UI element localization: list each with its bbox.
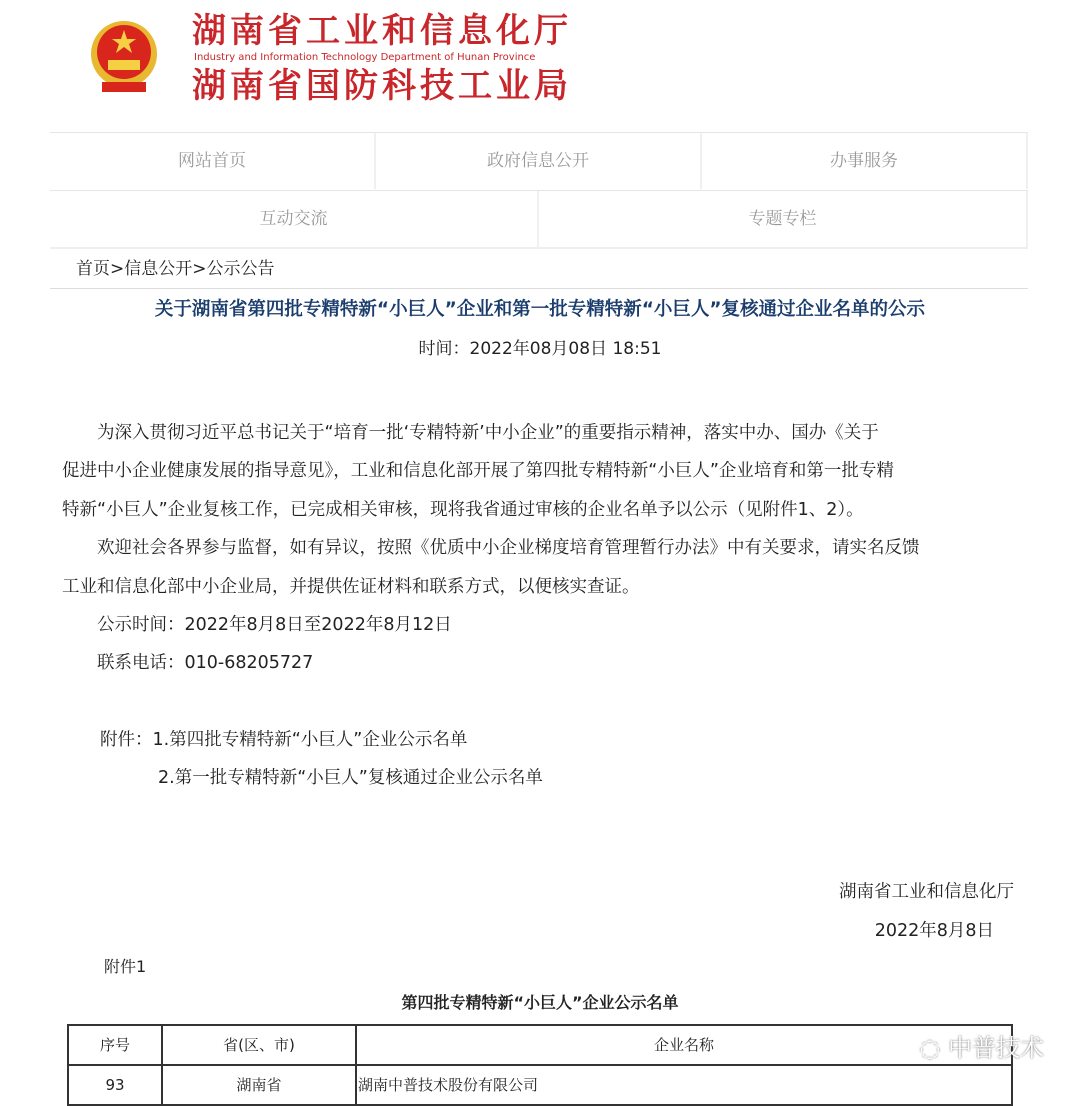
body-line: 公示时间：2022年8月8日至2022年8月12日 [62, 615, 452, 635]
header-index: 序号 [68, 1025, 162, 1065]
nav-row-1 [50, 132, 1028, 189]
site-title-en: Industry and Information Technology Department of Hunan Province [194, 52, 536, 63]
cell-index: 93 [68, 1065, 162, 1105]
watermark [919, 1034, 1044, 1062]
signature-date: 2022年8月8日 [874, 921, 994, 941]
cell-company: 湖南中普技术股份有限公司 [356, 1065, 1012, 1105]
attachment-2-link[interactable]: 2.第一批专精特新“小巨人”复核通过企业公示名单 [158, 768, 543, 788]
table-row [68, 1065, 1012, 1105]
wechat-icon: ◌ [919, 1034, 948, 1062]
table-header-row [68, 1025, 1012, 1065]
breadcrumb[interactable]: 首页>信息公开>公示公告 [76, 259, 275, 279]
nav-topics[interactable]: 专题专栏 [539, 191, 1028, 247]
header-province: 省(区、市) [162, 1025, 356, 1065]
nav-services[interactable]: 办事服务 [702, 133, 1028, 189]
body-line: 欢迎社会各界参与监督，如有异议，按照《优质中小企业梯度培育管理暂行办法》中有关要求，请实名反馈 [62, 538, 920, 558]
nav-row-2 [50, 190, 1028, 249]
signature-org: 湖南省工业和信息化厅 [839, 882, 1014, 902]
company-table [67, 1024, 1013, 1106]
watermark-text: 中普技术 [948, 1034, 1044, 1062]
body-line: 促进中小企业健康发展的指导意见》，工业和信息化部开展了第四批专精特新“小巨人”企业培育和第一批专精 [62, 461, 894, 481]
article-time: 时间：2022年08月08日 18:51 [418, 339, 662, 359]
annex-label: 附件1 [104, 957, 147, 976]
site-title: 湖南省工业和信息化厅 [192, 11, 572, 51]
divider [50, 288, 1028, 289]
body-line: 联系电话：010-68205727 [62, 653, 314, 673]
article-body [62, 421, 1022, 721]
nav-gov-info[interactable]: 政府信息公开 [376, 133, 702, 189]
site-subtitle: 湖南省国防科技工业局 [192, 66, 572, 106]
body-line: 为深入贯彻习近平总书记关于“培育一批‘专精特新’中小企业”的重要指示精神，落实中办、国办《关于 [62, 423, 879, 443]
cell-province: 湖南省 [162, 1065, 356, 1105]
nav-interaction[interactable]: 互动交流 [50, 191, 539, 247]
article-title: 关于湖南省第四批专精特新“小巨人”企业和第一批专精特新“小巨人”复核通过企业名单的公示 [154, 299, 926, 320]
header-company: 企业名称 [356, 1025, 1012, 1065]
attachment-1-link[interactable]: 附件：1.第四批专精特新“小巨人”企业公示名单 [100, 730, 468, 750]
body-line: 工业和信息化部中小企业局，并提供佐证材料和联系方式，以便核实查证。 [62, 577, 640, 597]
table-title: 第四批专精特新“小巨人”企业公示名单 [401, 993, 679, 1012]
national-emblem-logo [88, 20, 160, 96]
nav-home[interactable]: 网站首页 [50, 133, 376, 189]
body-line: 特新“小巨人”企业复核工作，已完成相关审核，现将我省通过审核的企业名单予以公示（见附件1、2）。 [62, 500, 864, 520]
